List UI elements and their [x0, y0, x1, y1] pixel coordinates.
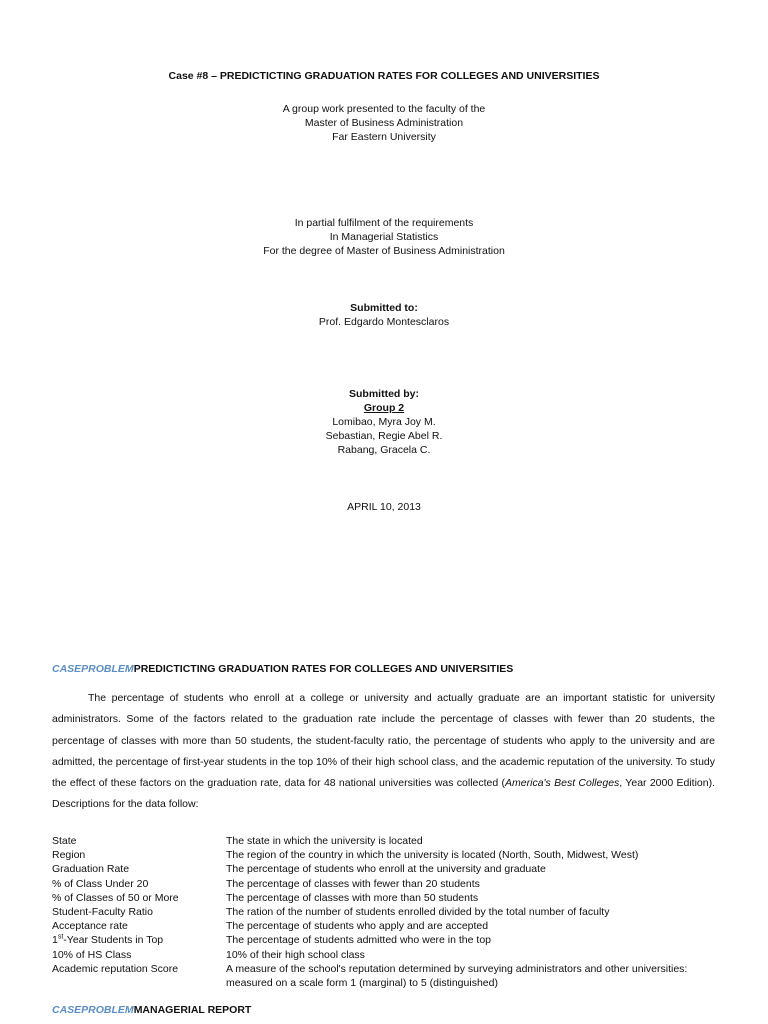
definition-desc: The percentage of students who apply and are accepted: [226, 920, 489, 933]
report-title: MANAGERIAL REPORT: [133, 1004, 252, 1016]
definition-desc: A measure of the school's reputation determined by surveying administrators and other universities:: [226, 962, 688, 975]
submitted-to-block: [0, 301, 768, 329]
case-heading: [52, 663, 513, 675]
definition-term: Acceptance rate: [52, 920, 128, 933]
definition-term: Graduation Rate: [52, 863, 130, 876]
professor-name: Prof. Edgardo Montesclaros: [318, 316, 450, 328]
report-heading: [52, 1004, 251, 1016]
case-title: PREDICTICTING GRADUATION RATES FOR COLLEGES AND UNIVERSITIES: [133, 663, 514, 675]
presented-line: Far Eastern University: [332, 131, 436, 143]
definition-term: % of Class Under 20: [52, 877, 149, 890]
definition-desc: The percentage of students admitted who were in the top: [226, 934, 491, 947]
definition-term: Region: [52, 849, 86, 862]
definition-row: [52, 976, 732, 990]
presented-line: A group work presented to the faculty of the: [282, 103, 486, 115]
definitions-table: [52, 834, 732, 990]
definition-row: [52, 862, 732, 876]
definition-row: [52, 905, 732, 919]
definition-term: % of Classes of 50 or More: [52, 891, 179, 904]
definition-term: 10% of HS Class: [52, 948, 132, 961]
case-label: CASEPROBLEM: [52, 663, 134, 675]
case-paragraph: The percentage of students who enroll at a college or university and actually graduate are an important statistic for university administrators. Some of the factors related to the graduation rate include the percentage of classes with fewer than 20 students, the percentage of classes with more than 50 students, the student-faculty ratio, the percentage of students who apply to the university and are admitted, the percentage of first-year students in the top 10% of their high school class, and the academic reputation of the university. To study the effect of these factors on the graduation rate, data for 48 national universities was collected (America's Best Colleges, Year 2000 Edition). Descriptions for the data follow:: [52, 692, 716, 811]
submitted-by-label: Submitted by:: [349, 388, 419, 400]
definition-desc: The percentage of students who enroll at the university and graduate: [226, 863, 546, 876]
fulfilment-line: In Managerial Statistics: [329, 231, 439, 243]
member-name: Sebastian, Regie Abel R.: [325, 430, 443, 442]
definition-term: 1st-Year Students in Top: [52, 933, 164, 947]
member-name: Rabang, Gracela C.: [337, 444, 431, 456]
definition-row: [52, 877, 732, 891]
member-name: Lomibao, Myra Joy M.: [332, 416, 436, 428]
submitted-by-block: [0, 387, 768, 457]
definition-row: [52, 834, 732, 848]
source-title: America's Best Colleges: [505, 777, 620, 790]
presented-line: Master of Business Administration: [304, 117, 464, 129]
report-label: CASEPROBLEM: [52, 1004, 134, 1016]
group-name: Group 2: [363, 402, 405, 414]
presented-block: [0, 102, 768, 144]
fulfilment-line: In partial fulfilment of the requirements: [294, 217, 474, 229]
definition-row: [52, 919, 732, 933]
definition-row: [52, 848, 732, 862]
definition-desc: The region of the country in which the university is located (North, South, Midwest, West): [226, 849, 639, 862]
definition-row: [52, 891, 732, 905]
cover-date: APRIL 10, 2013: [347, 501, 421, 513]
submitted-to-label: Submitted to:: [350, 302, 418, 314]
definition-desc: 10% of their high school class: [226, 948, 365, 961]
definition-term: Student-Faculty Ratio: [52, 906, 153, 919]
cover-title: Case #8 – PREDICTICTING GRADUATION RATES FOR COLLEGES AND UNIVERSITIES: [168, 70, 600, 82]
definition-desc: The state in which the university is located: [226, 835, 423, 847]
definition-row: [52, 962, 732, 976]
fulfilment-block: [0, 216, 768, 258]
definition-row: [52, 948, 732, 962]
definition-row: [52, 933, 732, 947]
definition-term: Academic reputation Score: [52, 962, 179, 975]
definition-term: State: [52, 835, 77, 847]
definition-term: [52, 976, 226, 990]
definition-desc: measured on a scale form 1 (marginal) to 5 (distinguished): [226, 977, 498, 990]
fulfilment-line: For the degree of Master of Business Administration: [263, 245, 505, 257]
definition-desc: The ration of the number of students enrolled divided by the total number of faculty: [226, 906, 610, 919]
definition-desc: The percentage of classes with fewer than 20 students: [226, 877, 480, 890]
definition-desc: The percentage of classes with more than 50 students: [226, 891, 479, 904]
